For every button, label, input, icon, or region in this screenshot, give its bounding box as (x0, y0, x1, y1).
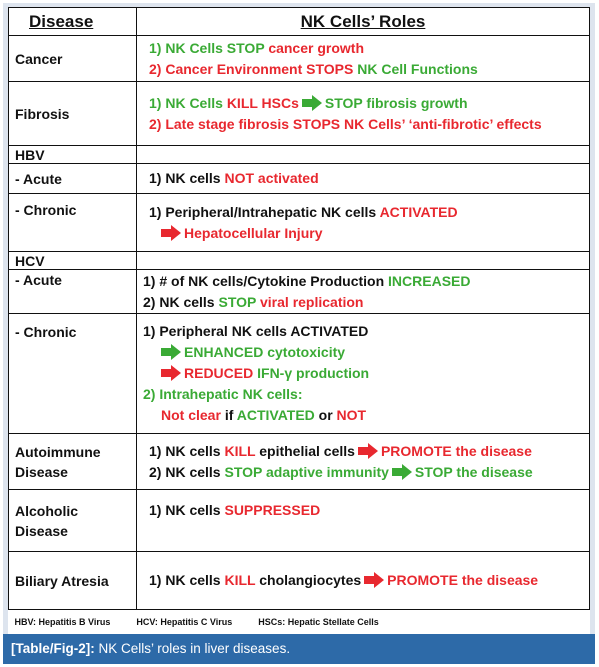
hbv-empty (137, 146, 590, 164)
nk-roles-table (8, 7, 590, 634)
cancer-l2b: NK Cell Functions (357, 60, 478, 77)
disease-hbv-acute: - Acute (9, 164, 137, 194)
autoimmune-name1: Autoimmune (15, 443, 101, 460)
disease-alcoholic (9, 490, 137, 552)
row-fibrosis (9, 82, 590, 146)
roles-hcv-chronic (137, 314, 590, 434)
hcv-chronic-l5a: Not clear (161, 407, 225, 423)
hbv-chronic-l1a: 1) Peripheral/Intrahepatic NK cells (149, 203, 380, 220)
footnote-row (9, 610, 590, 635)
row-autoimmune (9, 434, 590, 490)
green-right-arrow-icon (392, 464, 412, 480)
row-hcv-chronic (9, 314, 590, 434)
alcoholic-l1a: 1) NK cells (149, 502, 225, 518)
footnote-hcv: HCV: Hepatitis C Virus (136, 617, 233, 627)
autoimmune-name2: Disease (15, 463, 68, 480)
fibrosis-l2: 2) Late stage fibrosis STOPS NK Cells’ ‘anti-fibrotic’ effects (149, 115, 542, 132)
hbv-acute-l1a: 1) NK cells (149, 170, 225, 186)
hcv-acute-l1b: INCREASED (388, 272, 471, 289)
row-hbv-acute (9, 164, 590, 194)
fibrosis-l1b: KILL HSCs (226, 94, 299, 111)
disease-fibrosis: Fibrosis (9, 82, 137, 146)
disease-cancer: Cancer (9, 36, 137, 82)
roles-fibrosis (137, 82, 590, 146)
figure-frame (3, 3, 595, 664)
row-alcoholic (9, 490, 590, 552)
hcv-chronic-l3b: IFN-γ production (257, 365, 370, 381)
roles-alcoholic (137, 490, 590, 552)
hcv-acute-l2b: STOP (218, 293, 260, 310)
footnotes (9, 610, 590, 635)
header-roles: NK Cells’ Roles (137, 8, 590, 36)
alcoholic-name1: Alcoholic (15, 502, 79, 519)
alcoholic-name2: Disease (15, 522, 68, 539)
autoimmune-l2b: STOP adaptive immunity (224, 463, 389, 480)
hbv-chronic-l2: Hepatocellular Injury (184, 224, 323, 241)
row-hcv (9, 252, 590, 270)
cancer-l1a: 1) NK Cells STOP (149, 39, 269, 56)
fibrosis-l1c: STOP fibrosis growth (324, 94, 468, 111)
hbv-acute-l1b: NOT activated (224, 170, 319, 186)
footnote-hbv: HBV: Hepatitis B Virus (14, 617, 111, 627)
autoimmune-l1d: PROMOTE the disease (380, 442, 532, 459)
roles-hbv-chronic (137, 194, 590, 252)
fibrosis-l1a: 1) NK Cells (149, 94, 227, 111)
hcv-chronic-l4: 2) Intrahepatic NK cells: (143, 386, 303, 402)
header-row (9, 8, 590, 36)
figure-caption (3, 634, 595, 664)
red-right-arrow-icon (358, 443, 378, 459)
cancer-l2a: 2) Cancer Environment STOPS (149, 60, 358, 77)
hcv-chronic-l3a: REDUCED (184, 365, 258, 381)
hcv-chronic-l2: ENHANCED cytotoxicity (184, 344, 346, 360)
row-cancer (9, 36, 590, 82)
row-hbv-chronic (9, 194, 590, 252)
cancer-l1b: cancer growth (268, 39, 365, 56)
alcoholic-l1b: SUPPRESSED (224, 502, 321, 518)
autoimmune-l2c: STOP the disease (414, 463, 533, 480)
disease-hcv-acute: - Acute (9, 270, 137, 314)
caption-text: NK Cells’ roles in liver diseases. (94, 641, 291, 656)
hcv-acute-l2c: viral replication (260, 293, 364, 310)
disease-hbv-chronic: - Chronic (9, 194, 137, 252)
disease-hbv: HBV (9, 146, 137, 164)
biliary-l1b: KILL (224, 572, 260, 588)
row-hcv-acute (9, 270, 590, 314)
caption-label: [Table/Fig-2]: (11, 641, 95, 656)
footnote-hsc: HSCs: Hepatic Stellate Cells (258, 617, 379, 627)
row-biliary (9, 552, 590, 610)
hcv-chronic-l5b: if (224, 407, 237, 423)
red-right-arrow-icon (161, 225, 181, 241)
hcv-chronic-l5d: or (318, 407, 337, 423)
biliary-l1c: cholangiocytes (259, 572, 362, 588)
roles-cancer (137, 36, 590, 82)
roles-hcv-acute (137, 270, 590, 314)
disease-hcv: HCV (9, 252, 137, 270)
autoimmune-l2a: 2) NK cells (149, 463, 225, 480)
biliary-l1d: PROMOTE the disease (387, 572, 539, 588)
autoimmune-l1a: 1) NK cells (149, 442, 225, 459)
header-disease: Disease (9, 8, 137, 36)
disease-hcv-chronic: - Chronic (9, 314, 137, 434)
roles-hbv-acute (137, 164, 590, 194)
green-right-arrow-icon (302, 95, 322, 111)
disease-biliary: Biliary Atresia (9, 552, 137, 610)
red-right-arrow-icon (161, 365, 181, 381)
row-hbv (9, 146, 590, 164)
autoimmune-l1c: epithelial cells (259, 442, 355, 459)
autoimmune-l1b: KILL (224, 442, 260, 459)
hcv-acute-l1a: 1) # of NK cells/Cytokine Production (143, 272, 389, 289)
disease-autoimmune (9, 434, 137, 490)
biliary-l1a: 1) NK cells (149, 572, 225, 588)
hcv-chronic-l1: 1) Peripheral NK cells ACTIVATED (143, 323, 369, 339)
green-right-arrow-icon (161, 344, 181, 360)
roles-autoimmune (137, 434, 590, 490)
hcv-acute-l2a: 2) NK cells (143, 293, 219, 310)
hcv-chronic-l5e: NOT (336, 407, 367, 423)
hcv-empty (137, 252, 590, 270)
roles-biliary (137, 552, 590, 610)
red-right-arrow-icon (364, 572, 384, 588)
hbv-chronic-l1b: ACTIVATED (379, 203, 458, 220)
hcv-chronic-l5c: ACTIVATED (236, 407, 319, 423)
